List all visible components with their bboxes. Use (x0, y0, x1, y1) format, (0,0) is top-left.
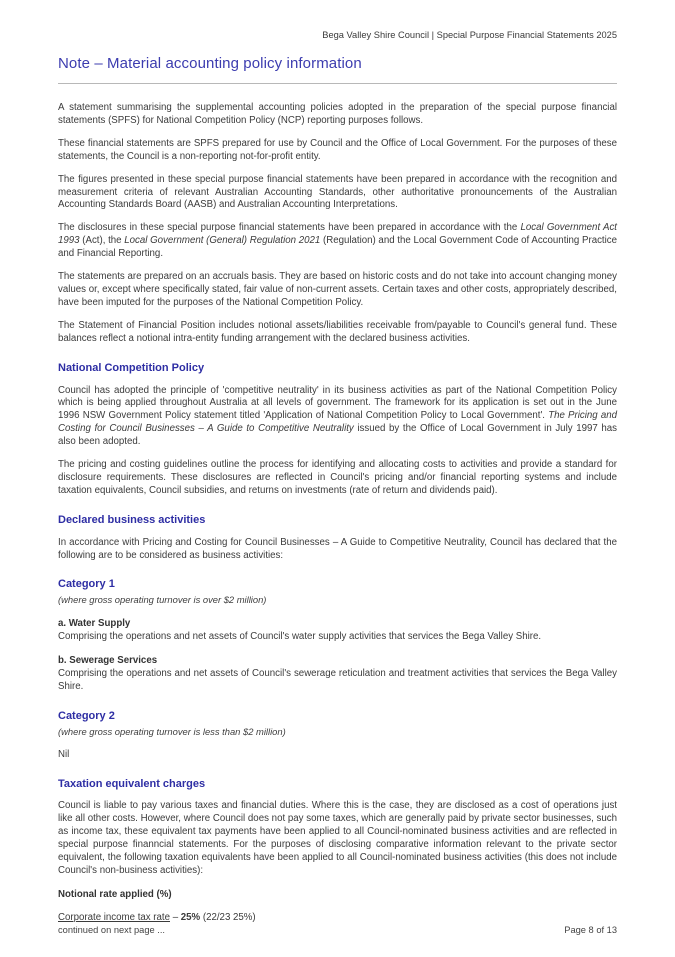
text-segment: The pricing and costing guidelines outline the process for identifying and allocating costs to activities and provide a standard for disclosure requirements. These disclosures are reflected in Council's pricing and/or financial reporting systems and include taxation equivalents, Council subsidies, and returns on investments (rate of return and dividends paid). (58, 459, 617, 496)
text-segment: A statement summarising the supplemental accounting policies adopted in the preparation of the special purpose financial statements (SPFS) for National Competition Policy (NCP) reporting purposes follows. (58, 102, 617, 126)
footer-page-number: Page 8 of 13 (564, 925, 617, 935)
category-note: (where gross operating turnover is over $2 million) (58, 594, 267, 606)
text-segment: Local Government (General) Regulation 2021 (124, 235, 321, 247)
header-text: Bega Valley Shire Council | Special Purpose Financial Statements 2025 (322, 30, 617, 40)
section-heading: Taxation equivalent charges (58, 777, 206, 790)
text-segment: 25% (180, 911, 201, 923)
paragraph (58, 459, 617, 498)
text-segment: Corporate income tax rate (58, 911, 170, 923)
paragraph (58, 912, 617, 925)
text-segment: The Statement of Financial Position includes notional assets/liabilities receivable from/payable to Council's general fund. These balances reflect a notional intra-entity funding arrangement with the declared business activities. (58, 319, 617, 344)
text-segment: (22/23 25%) (200, 911, 256, 923)
text-segment: Local Government Act 1993 (58, 222, 617, 247)
page-title: Note – Material accounting policy information (58, 55, 362, 72)
text-segment: Nil (58, 748, 70, 760)
text-segment: – (170, 911, 181, 923)
paragraph (58, 222, 617, 261)
page-footer (58, 925, 617, 935)
paragraph (58, 800, 617, 877)
section-heading: Category 1 (58, 578, 115, 591)
paragraph (58, 174, 617, 213)
paragraph (58, 271, 617, 310)
text-segment: Comprising the operations and net assets of Council's water supply activities that services the Bega Valley Shire. (58, 631, 542, 643)
bold-label: Notional rate applied (%) (58, 888, 172, 900)
text-segment: The disclosures in these special purpose financial statements have been prepared in accordance with the (58, 222, 521, 234)
document-body (58, 84, 617, 925)
section-heading: National Competition Policy (58, 361, 205, 374)
bold-label: a. Water Supply (58, 618, 131, 630)
text-segment: Council is liable to pay various taxes and financial duties. Where this is the case, they are disclosed as a cost of operations just like all other costs. However, where Council does not pay some taxes, which are generally paid by private sector businesses, such as income tax, these equivalent tax payments have been applied to all Council-nominated business activities and are reflected in special purpose finanncial statements. For the purposes of disclosing comparative information relevant to the private sector equivalent, the following taxation equivalents have been applied to all Council-nominated business activities (this does not include Council's non-business activities): (58, 800, 617, 876)
footer-continued-text: continued on next page ... (58, 925, 165, 935)
text-segment: In accordance with Pricing and Costing for Council Businesses – A Guide to Competitive Neutrality, Council has declared that the following are to be considered as business activities: (58, 536, 617, 561)
section-heading: Category 2 (58, 709, 115, 722)
text-segment: Council has adopted the principle of 'competitive neutrality' in its business activities as part of the National Competition Policy which is being applied throughout Australia at all levels of government. The framework for its application is set out in the June 1996 NSW Government Policy statement titled 'Application of National Competition Policy to Local Government'. (58, 384, 617, 422)
text-segment: These financial statements are SPFS prepared for use by Council and the Office of Local Government. For the purposes of these statements, the Council is a non-reporting not-for-profit entity. (58, 137, 617, 162)
paragraph (58, 320, 617, 346)
paragraph (58, 631, 617, 644)
text-segment: The Pricing and Costing for Council Businesses – A Guide to Competitive Neutrality (58, 410, 617, 435)
text-segment: Comprising the operations and net assets of Council's sewerage reticulation and treatment activities that services the Bega Valley Shire. (58, 668, 617, 692)
paragraph (58, 749, 617, 762)
text-segment: (Act), the (79, 235, 125, 247)
page-header (58, 0, 617, 41)
category-note: (where gross operating turnover is less than $2 million) (58, 725, 286, 737)
paragraph (58, 537, 617, 563)
bold-label: b. Sewerage Services (58, 655, 158, 667)
text-segment: The figures presented in these special purpose financial statements have been prepared in accordance with the recognition and measurement criteria of relevant Australian Accounting Standards, other authoritative pronouncements of the Australian Accounting Standards Board (AASB) and Australian Accounting Interpretations. (58, 173, 617, 211)
text-segment: (Regulation) and the Local Government Code of Accounting Practice and Financial Reporting. (58, 235, 617, 260)
paragraph (58, 668, 617, 694)
paragraph (58, 138, 617, 164)
paragraph (58, 385, 617, 450)
text-segment: issued by the Office of Local Government in July 1997 has also been adopted. (58, 423, 617, 448)
text-segment: The statements are prepared on an accruals basis. They are based on historic costs and do not take into account changing money values or, except where specifically stated, fair value of non-current assets. Certain taxes and other costs, appropriately described, have been imputed for the purposes of the National Competition Policy. (58, 271, 617, 308)
section-heading: Declared business activities (58, 513, 206, 526)
paragraph (58, 102, 617, 128)
